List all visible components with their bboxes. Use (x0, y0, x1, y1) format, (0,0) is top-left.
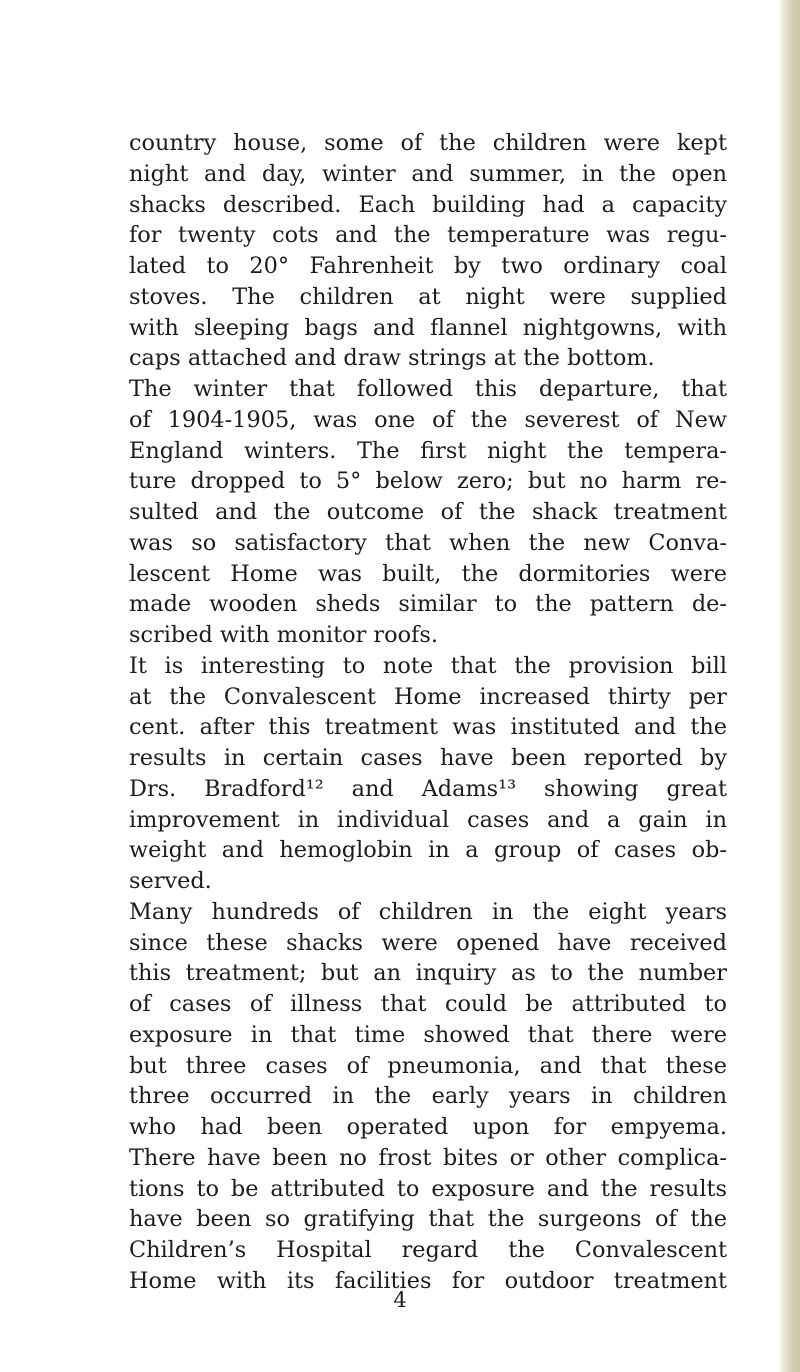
text-line: Home with its facilities for outdoor treatment (129, 1267, 727, 1294)
text-line: Drs. Bradford¹² and Adams¹³ showing great (129, 775, 727, 802)
text-line: sulted and the outcome of the shack treatment (129, 499, 727, 525)
text-line: results in certain cases have been reported by (129, 745, 727, 771)
text-line: served. (129, 868, 212, 894)
text-line: tions to be attributed to exposure and the results (129, 1175, 727, 1202)
text-line: lated to 20° Fahrenheit by two ordinary coal (129, 253, 727, 279)
text-line: three occurred in the early years in children (129, 1083, 727, 1110)
text-line: made wooden sheds similar to the pattern de- (129, 591, 727, 618)
scanned-page-edge (778, 0, 800, 1372)
text-line: for twenty cots and the temperature was regu- (129, 222, 727, 249)
text-line: of 1904-1905, was one of the severest of New (129, 406, 727, 433)
text-line: this treatment; but an inquiry as to the number (129, 960, 727, 987)
text-line: of cases of illness that could be attributed to (129, 991, 727, 1017)
text-line: England winters. The first night the tempera- (129, 437, 727, 464)
text-line: was so satisfactory that when the new Conva- (129, 529, 727, 556)
text-line: scribed with monitor roofs. (129, 622, 438, 648)
text-line: shacks described. Each building had a capacity (129, 191, 727, 218)
text-line: lescent Home was built, the dormitories were (129, 560, 727, 587)
body-text (129, 128, 727, 1297)
text-line: stoves. The children at night were supplied (129, 283, 727, 310)
text-line: night and day, winter and summer, in the open (129, 160, 727, 187)
text-line: Many hundreds of children in the eight years (129, 898, 727, 925)
text-line: The winter that followed this departure, that (129, 376, 727, 402)
page-number: 4 (393, 1288, 407, 1312)
text-line: ture dropped to 5° below zero; but no harm re- (129, 468, 727, 495)
text-line: weight and hemoglobin in a group of cases ob- (129, 837, 727, 864)
text-line: Children’s Hospital regard the Convalescent (129, 1237, 727, 1263)
text-line: country house, some of the children were kept (129, 130, 727, 156)
text-line: who had been operated upon for empyema. (129, 1114, 727, 1140)
text-line: improvement in individual cases and a gain in (129, 806, 727, 833)
text-line: There have been no frost bites or other complica- (129, 1144, 727, 1171)
text-line: but three cases of pneumonia, and that these (129, 1052, 727, 1079)
text-line: since these shacks were opened have received (129, 929, 727, 956)
text-line: at the Convalescent Home increased thirty per (129, 683, 727, 710)
text-line: It is interesting to note that the provision bill (129, 652, 727, 679)
text-line: have been so gratifying that the surgeons of the (129, 1206, 727, 1233)
text-line: caps attached and draw strings at the bottom. (129, 345, 655, 372)
text-line: with sleeping bags and flannel nightgowns, with (129, 314, 727, 341)
text-line: exposure in that time showed that there were (129, 1021, 727, 1048)
text-line: cent. after this treatment was instituted and the (129, 714, 727, 741)
